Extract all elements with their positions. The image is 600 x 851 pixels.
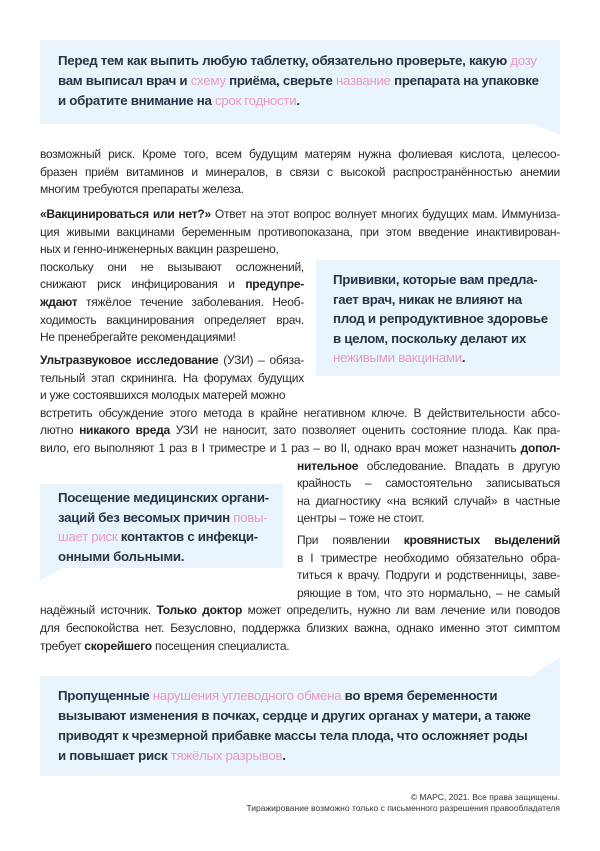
callout-text: Посещение медицинских органи- [58,490,269,505]
text-line: поскольку они не вызывают осложнений, [40,259,304,274]
bold-term: предупре- [245,277,304,292]
callout-dosage [40,40,560,124]
callout-text: . [461,350,466,366]
text-line: ных и генно-инженерных вакцин разрешено, [40,242,279,257]
callout-text: приёма, сверьте [225,73,336,88]
callout-text: плод и репродуктивное здоровье [333,311,548,327]
copyright-footer [246,792,560,814]
callout-text: вызывают изменения в почках, сердце и других органах у матери, а также [58,708,531,723]
highlight-increases: повы- [233,509,268,525]
bold-term: нительное [297,458,359,473]
text-line: УЗИ не наносит, зато позволяет оценить состояние плода. Как пра- [169,423,560,438]
text-line: надёжный источник. [40,603,157,618]
callout-text: . [296,93,300,108]
text-line: посещения специалиста. [151,638,290,653]
text-line: ряющие в том, что это нормально, – не самый [297,585,560,600]
callout-text: контактов с инфекци- [117,529,258,545]
text-line: на диагностику «на всякий случай» в частные [297,493,560,508]
highlight-scheme: схему [190,73,226,88]
bold-term: ждают [40,294,78,309]
highlight-dose: дозу [510,53,537,68]
highlight-name: название [335,73,391,88]
bold-term: Ультразвуковое исследование [40,353,219,367]
text-line: для беспокойства нет. Безусловно, поддержка близких важна, однако именно этот симптом [40,620,560,635]
text-line: крайность – самостоятельно записываться [297,476,560,491]
text-line: При появлении [297,533,404,547]
text-line: вило, его выполняют 1 раз в I триместре и 1 раз – во II, однако врач может назначить [40,440,521,455]
text-line: возможный риск. Кроме того, всем будущим матерям нужна фолиевая кислота, целесоо- [40,147,560,161]
callout-tail [530,123,560,135]
paragraph-bleeding [40,532,560,655]
paragraph-vitamins [40,146,560,199]
text-line: ходимость вакцинирования определяет врач. [40,312,304,327]
bold-term: никакого вреда [79,423,170,438]
callout-text: в целом, поскольку делают их [333,330,526,346]
bold-term: кровянистых выделений [403,533,560,547]
bold-term: Только доктор [156,603,243,618]
text-line: тельный этап скрининга. На форумах будущих [40,370,304,385]
callout-tail [530,657,560,677]
text-line: бразен приём витаминов и минералов, в связи с высокой распространённостью анемии [40,164,560,179]
text-line: (УЗИ) – обяза- [218,353,304,367]
callout-text: . [282,748,286,763]
callout-text: Перед тем как выпить любую таблетку, обязательно проверьте, какую [58,53,511,68]
reproduction-notice: Тиражирование возможно только с письменного разрешения правообладателя [246,803,560,813]
text-line: обследование. Впадать в другую [358,458,560,473]
callout-text: заций без весомых причин [58,509,234,525]
text-line: может определить, нужно ли вам лечение или поводов [242,603,560,618]
text-line: снижают риск инфицирования и [40,277,246,292]
bold-term: допол- [520,440,560,455]
text-line: центры – тоже не стоит. [297,511,425,526]
callout-text: и повышает риск [58,748,171,763]
bold-term: скорейшего [84,638,152,653]
copyright-line: © МАРС, 2021. Все права защищены. [410,792,560,802]
callout-text: и обратите внимание на [58,93,215,108]
text-line: и уже состоявшихся молодых матерей можно [40,388,286,403]
text-line: Ответ на этот вопрос волнует многих будущих мам. Иммуниза- [210,207,561,221]
callout-text: Прививки, которые вам предла- [333,272,538,287]
text-line: ция живыми вакцинами беременным противопоказана, при этом введение инактивирован- [40,224,560,239]
text-line: требует [40,638,85,653]
text-line: Не пренебрегайте рекомендациями! [40,330,236,345]
highlight-expiry: срок годности [214,93,297,108]
text-line: лютно [40,423,80,438]
highlight-tears: тяжёлых разрывов [170,748,283,763]
text-line: многим требуются препараты железа. [40,182,244,197]
text-line: титься к врачу. Подруги и родственницы, заве- [297,568,560,583]
callout-text: приводят к чрезмерной прибавке массы тела плода, что осложняет роды [58,728,528,743]
callout-text: во время беременности [341,688,498,703]
bold-term: «Вакцинироваться или нет?» [40,207,211,221]
callout-carbohydrate [40,676,560,776]
callout-text: вам выписал врач и [58,73,191,88]
callout-text: гает врач, никак не влияют на [333,291,522,307]
callout-text: онными больными. [58,548,185,564]
text-line: встретить обсуждение этого метода в крайне негативном ключе. В действительности абсо- [40,405,560,420]
highlight-inactive-vaccines: неживыми вакцинами [333,350,462,366]
text-line: в I триместре необходимо обязательно обра- [297,550,560,565]
callout-text: Пропущенные [58,688,153,703]
text-line: тяжёлое течение заболевания. Необ- [77,294,304,309]
highlight-risk: шает риск [58,529,118,545]
highlight-carb-disorder: нарушения углеводного обмена [152,688,342,703]
callout-text: препарата на упаковке [390,73,539,88]
